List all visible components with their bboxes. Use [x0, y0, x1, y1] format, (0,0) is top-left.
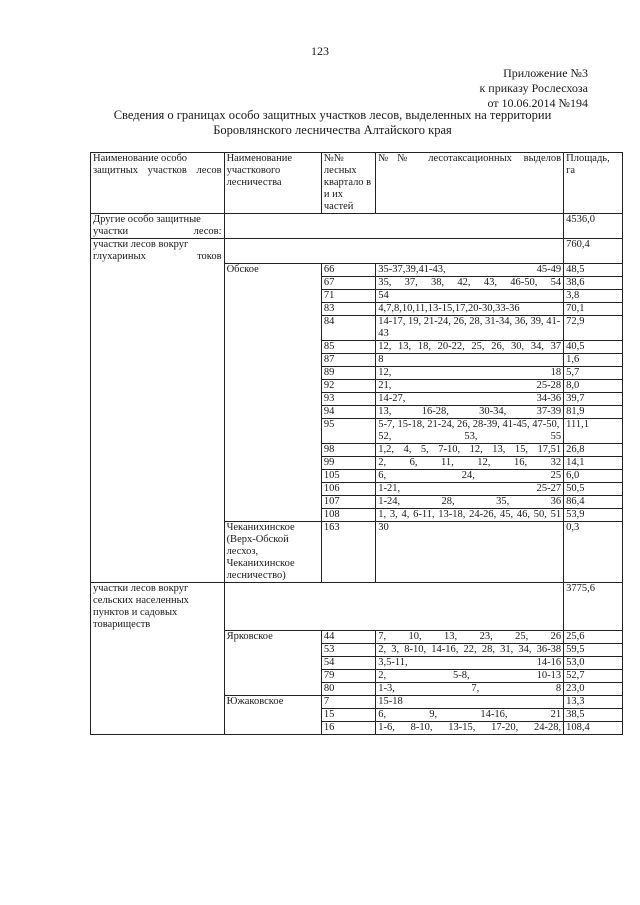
header-plots: №№ лесотаксационных выделов — [376, 153, 564, 214]
section-label-continuation — [91, 263, 225, 582]
section-area: 4536,0 — [564, 214, 623, 239]
plot-numbers: 1, 3, 4, 6-11, 13-18, 24-26, 45, 46, 50, 51 — [376, 508, 564, 521]
forestry-name: Южаковское — [224, 696, 321, 735]
area-value: 23,0 — [564, 683, 623, 696]
section-area: 760,4 — [564, 239, 623, 264]
quarter-number: 92 — [321, 379, 375, 392]
area-value: 6,0 — [564, 469, 623, 482]
plot-numbers: 1,2, 4, 5, 7-10, 12, 13, 15, 17,51 — [376, 443, 564, 456]
plot-numbers: 5-7, 15-18, 21-24, 26, 28-39, 41-45, 47-50, 52, 53, 55 — [376, 418, 564, 443]
quarter-number: 67 — [321, 276, 375, 289]
appendix-reference — [479, 66, 588, 111]
quarter-number: 94 — [321, 405, 375, 418]
area-value: 86,4 — [564, 495, 623, 508]
area-value: 53,0 — [564, 657, 623, 670]
forestry-name: Обское — [224, 263, 321, 521]
appendix-line: Приложение №3 — [503, 66, 588, 80]
table-row — [91, 631, 623, 644]
title-line: Боровлянского лесничества Алтайского края — [213, 123, 452, 137]
area-value: 3,8 — [564, 289, 623, 302]
plot-numbers: 4,7,8,10,11,13-15,17,20-30,33-36 — [376, 302, 564, 315]
quarter-number: 80 — [321, 683, 375, 696]
plot-numbers: 1-21, 25-27 — [376, 482, 564, 495]
appendix-line: от 10.06.2014 №194 — [487, 96, 588, 110]
page-number: 123 — [311, 44, 329, 58]
quarter-number: 95 — [321, 418, 375, 443]
quarter-number: 7 — [321, 696, 375, 709]
area-value: 52,7 — [564, 670, 623, 683]
plot-numbers: 54 — [376, 289, 564, 302]
area-value: 81,9 — [564, 405, 623, 418]
area-value: 48,5 — [564, 263, 623, 276]
area-value: 14,1 — [564, 456, 623, 469]
plot-numbers: 6, 9, 14-16, 21 — [376, 709, 564, 722]
table-body — [91, 214, 623, 735]
area-value: 38,5 — [564, 709, 623, 722]
quarter-number: 93 — [321, 392, 375, 405]
header-forestry: Наименование участкового лесничества — [224, 153, 321, 214]
quarter-number: 89 — [321, 366, 375, 379]
area-value: 38,6 — [564, 276, 623, 289]
area-value: 53,9 — [564, 508, 623, 521]
empty-cell — [224, 239, 564, 264]
section-label-continuation — [91, 631, 225, 735]
quarter-number: 99 — [321, 456, 375, 469]
area-value: 111,1 — [564, 418, 623, 443]
area-value: 39,7 — [564, 392, 623, 405]
plot-numbers: 2, 5-8, 10-13 — [376, 670, 564, 683]
quarter-number: 163 — [321, 521, 375, 582]
quarter-number: 71 — [321, 289, 375, 302]
plot-numbers: 30 — [376, 521, 564, 582]
table-row — [91, 263, 623, 276]
area-value: 1,6 — [564, 353, 623, 366]
area-value: 0,3 — [564, 521, 623, 582]
plot-numbers: 7, 10, 13, 23, 25, 26 — [376, 631, 564, 644]
quarter-number: 79 — [321, 670, 375, 683]
area-value: 13,3 — [564, 696, 623, 709]
plot-numbers: 2, 6, 11, 12, 16, 32 — [376, 456, 564, 469]
header-area: Площадь, га — [564, 153, 623, 214]
document-title — [70, 108, 595, 138]
section-label: Другие особо защитные участки лесов: — [91, 214, 225, 239]
plot-numbers: 1-24, 28, 35, 36 — [376, 495, 564, 508]
quarter-number: 16 — [321, 722, 375, 735]
area-value: 108,4 — [564, 722, 623, 735]
plot-numbers: 21, 25-28 — [376, 379, 564, 392]
quarter-number: 15 — [321, 709, 375, 722]
quarter-number: 107 — [321, 495, 375, 508]
quarter-number: 87 — [321, 353, 375, 366]
plot-numbers: 8 — [376, 353, 564, 366]
protected-areas-table — [90, 152, 623, 735]
plot-numbers: 14-17, 19, 21-24, 26, 28, 31-34, 36, 39, 41-43 — [376, 315, 564, 340]
header-area-name: Наименование особо защитных участков лесов — [91, 153, 225, 214]
area-value: 5,7 — [564, 366, 623, 379]
section-row-other — [91, 214, 623, 239]
quarter-number: 85 — [321, 340, 375, 353]
plot-numbers: 2, 3, 8-10, 14-16, 22, 28, 31, 34, 36-38 — [376, 644, 564, 657]
header-quarters: №№ лесных квартало в и их частей — [321, 153, 375, 214]
quarter-number: 66 — [321, 263, 375, 276]
section-row-grouse — [91, 239, 623, 264]
area-value: 8,0 — [564, 379, 623, 392]
plot-numbers: 12, 18 — [376, 366, 564, 379]
plot-numbers: 1-3, 7, 8 — [376, 683, 564, 696]
quarter-number: 105 — [321, 469, 375, 482]
forestry-name: Ярковское — [224, 631, 321, 696]
plot-numbers: 15-18 — [376, 696, 564, 709]
forestry-name: Чеканихинское (Верх-Обской лесхоз, Чеканихинское лесничество) — [224, 521, 321, 582]
section-label: участки лесов вокруг сельских населенных пунктов и садовых товариществ — [91, 582, 225, 631]
appendix-line: к приказу Рослесхоза — [479, 81, 588, 95]
plot-numbers: 3,5-11, 14-16 — [376, 657, 564, 670]
plot-numbers: 35, 37, 38, 42, 43, 46-50, 54 — [376, 276, 564, 289]
empty-cell — [224, 214, 564, 239]
plot-numbers: 14-27, 34-36 — [376, 392, 564, 405]
quarter-number: 54 — [321, 657, 375, 670]
section-row-settlements — [91, 582, 623, 631]
table-header-row — [91, 153, 623, 214]
quarter-number: 84 — [321, 315, 375, 340]
plot-numbers: 6, 24, 25 — [376, 469, 564, 482]
quarter-number: 53 — [321, 644, 375, 657]
quarter-number: 106 — [321, 482, 375, 495]
plot-numbers: 1-6, 8-10, 13-15, 17-20, 24-28, — [376, 722, 564, 735]
quarter-number: 83 — [321, 302, 375, 315]
area-value: 50,5 — [564, 482, 623, 495]
quarter-number: 98 — [321, 443, 375, 456]
area-value: 26,8 — [564, 443, 623, 456]
quarter-number: 108 — [321, 508, 375, 521]
title-line: Сведения о границах особо защитных участков лесов, выделенных на территории — [113, 108, 552, 122]
quarter-number: 44 — [321, 631, 375, 644]
empty-cell — [224, 582, 564, 631]
area-value: 70,1 — [564, 302, 623, 315]
area-value: 25,6 — [564, 631, 623, 644]
area-value: 59,5 — [564, 644, 623, 657]
section-area: 3775,6 — [564, 582, 623, 631]
plot-numbers: 35-37,39,41-43, 45-49 — [376, 263, 564, 276]
area-value: 72,9 — [564, 315, 623, 340]
plot-numbers: 12, 13, 18, 20-22, 25, 26, 30, 34, 37 — [376, 340, 564, 353]
area-value: 40,5 — [564, 340, 623, 353]
plot-numbers: 13, 16-28, 30-34, 37-39 — [376, 405, 564, 418]
section-label: участки лесов вокруг глухариных токов — [91, 239, 225, 264]
